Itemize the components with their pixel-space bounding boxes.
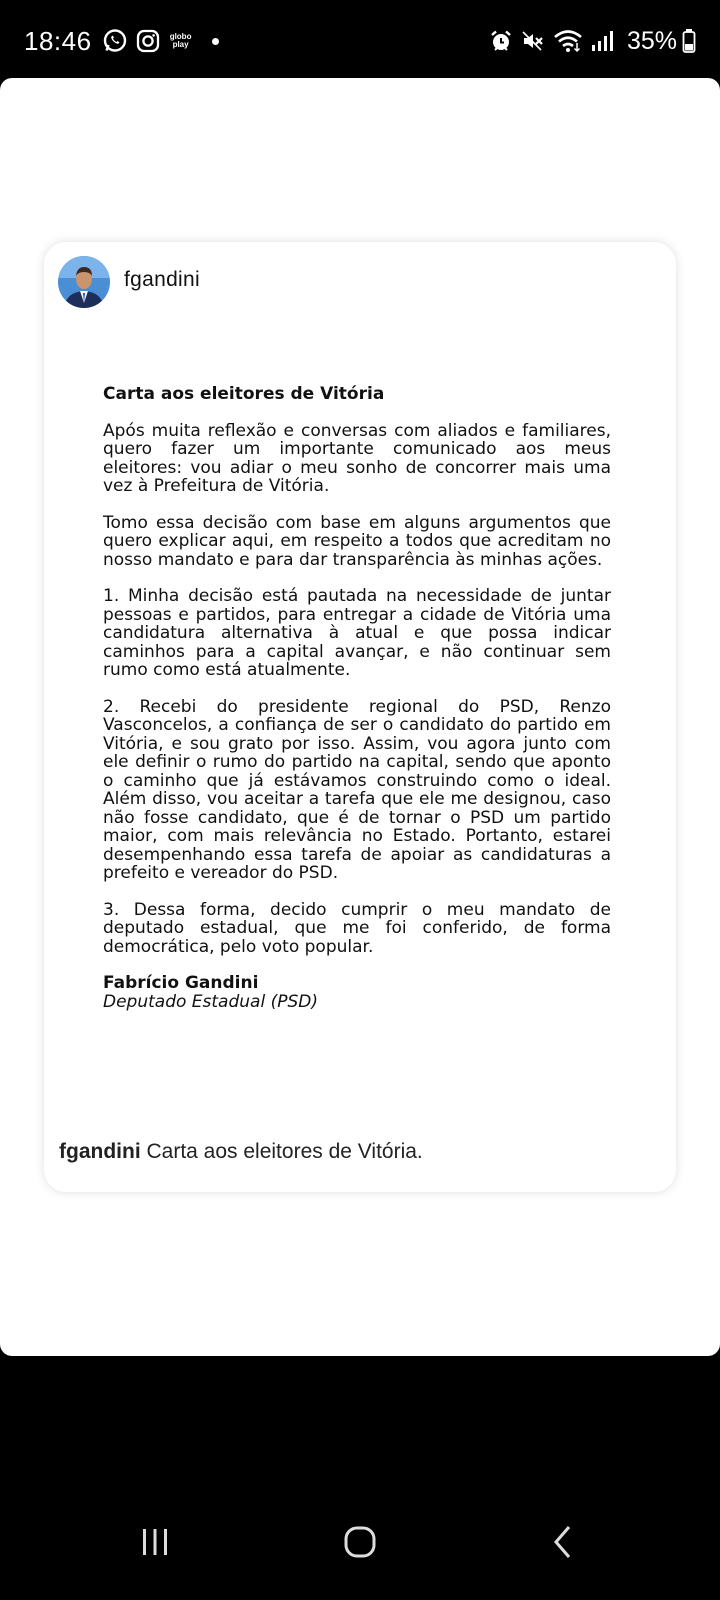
battery-percent: 35% (626, 26, 677, 55)
whatsapp-icon (102, 28, 128, 54)
letter-paragraph: 1. Minha decisão está pautada na necessidade de juntar pessoas e partidos, para entregar a cidade de Vitória uma candidatura alternativa à atual e que possa indicar caminhos para a capital avançar, e não continuar sem rumo como está atualmente. (103, 586, 611, 680)
signature-name: Fabrício Gandini (103, 973, 259, 993)
battery-icon (682, 28, 696, 54)
signature-role: Deputado Estadual (PSD) (103, 991, 318, 1012)
navigation-bar (0, 1490, 720, 1600)
letter-paragraph: Tomo essa decisão com base em alguns argumentos que quero explicar aqui, em respeito a todos que acreditam no nosso mandato e para dar transparência às minhas ações. (103, 512, 611, 570)
status-right (489, 24, 696, 58)
instagram-icon (136, 29, 160, 53)
signal-icon (591, 30, 613, 52)
avatar[interactable] (58, 256, 110, 308)
content-sheet (0, 78, 720, 1356)
globoplay-label: globo play (169, 32, 192, 49)
back-icon[interactable] (533, 1512, 593, 1572)
post-caption (59, 1140, 423, 1164)
letter-paragraph: 2. Recebi do presidente regional do PSD, Renzo Vasconcelos, a confiança de ser o candidato do partido em Vitória, e sou grato por isso. Assim, vou agora junto com ele definir o rumo do partido na capital, sendo que aponto o caminho que já estávamos construindo como o ideal. Além disso, vou aceitar a tarefa que ele me designou, caso não fosse candidato, que é de tornar o PSD um partido maior, com mais relevância no Estado. Portanto, estarei desempenhando essa tarefa de apoiar as candidaturas a prefeito e vereador do PSD. (103, 696, 611, 883)
caption-username[interactable]: fgandini (59, 1140, 141, 1163)
post-username[interactable]: fgandini (124, 268, 200, 291)
mute-icon (521, 29, 545, 53)
alarm-icon (489, 29, 513, 53)
caption-text: Carta aos eleitores de Vitória. (140, 1140, 423, 1163)
status-left (24, 24, 219, 58)
letter-image (103, 385, 611, 1011)
recent-apps-icon[interactable] (125, 1512, 185, 1572)
globoplay-icon (168, 33, 194, 49)
status-bar (0, 0, 720, 78)
letter-paragraph: 3. Dessa forma, decido cumprir o meu mandato de deputado estadual, que me foi conferido, de forma democrática, pelo voto popular. (103, 899, 611, 957)
wifi-icon (553, 29, 583, 53)
post-card (44, 242, 676, 1192)
status-time: 18:46 (24, 25, 92, 56)
letter-title: Carta aos eleitores de Vitória (103, 384, 385, 404)
letter-paragraph: Após muita reflexão e conversas com aliados e familiares, quero fazer um importante comunicado aos meus eleitores: vou adiar o meu sonho de concorrer mais uma vez à Prefeitura de Vitória. (103, 420, 611, 496)
notification-dot-icon (212, 38, 219, 45)
home-icon[interactable] (330, 1512, 390, 1572)
